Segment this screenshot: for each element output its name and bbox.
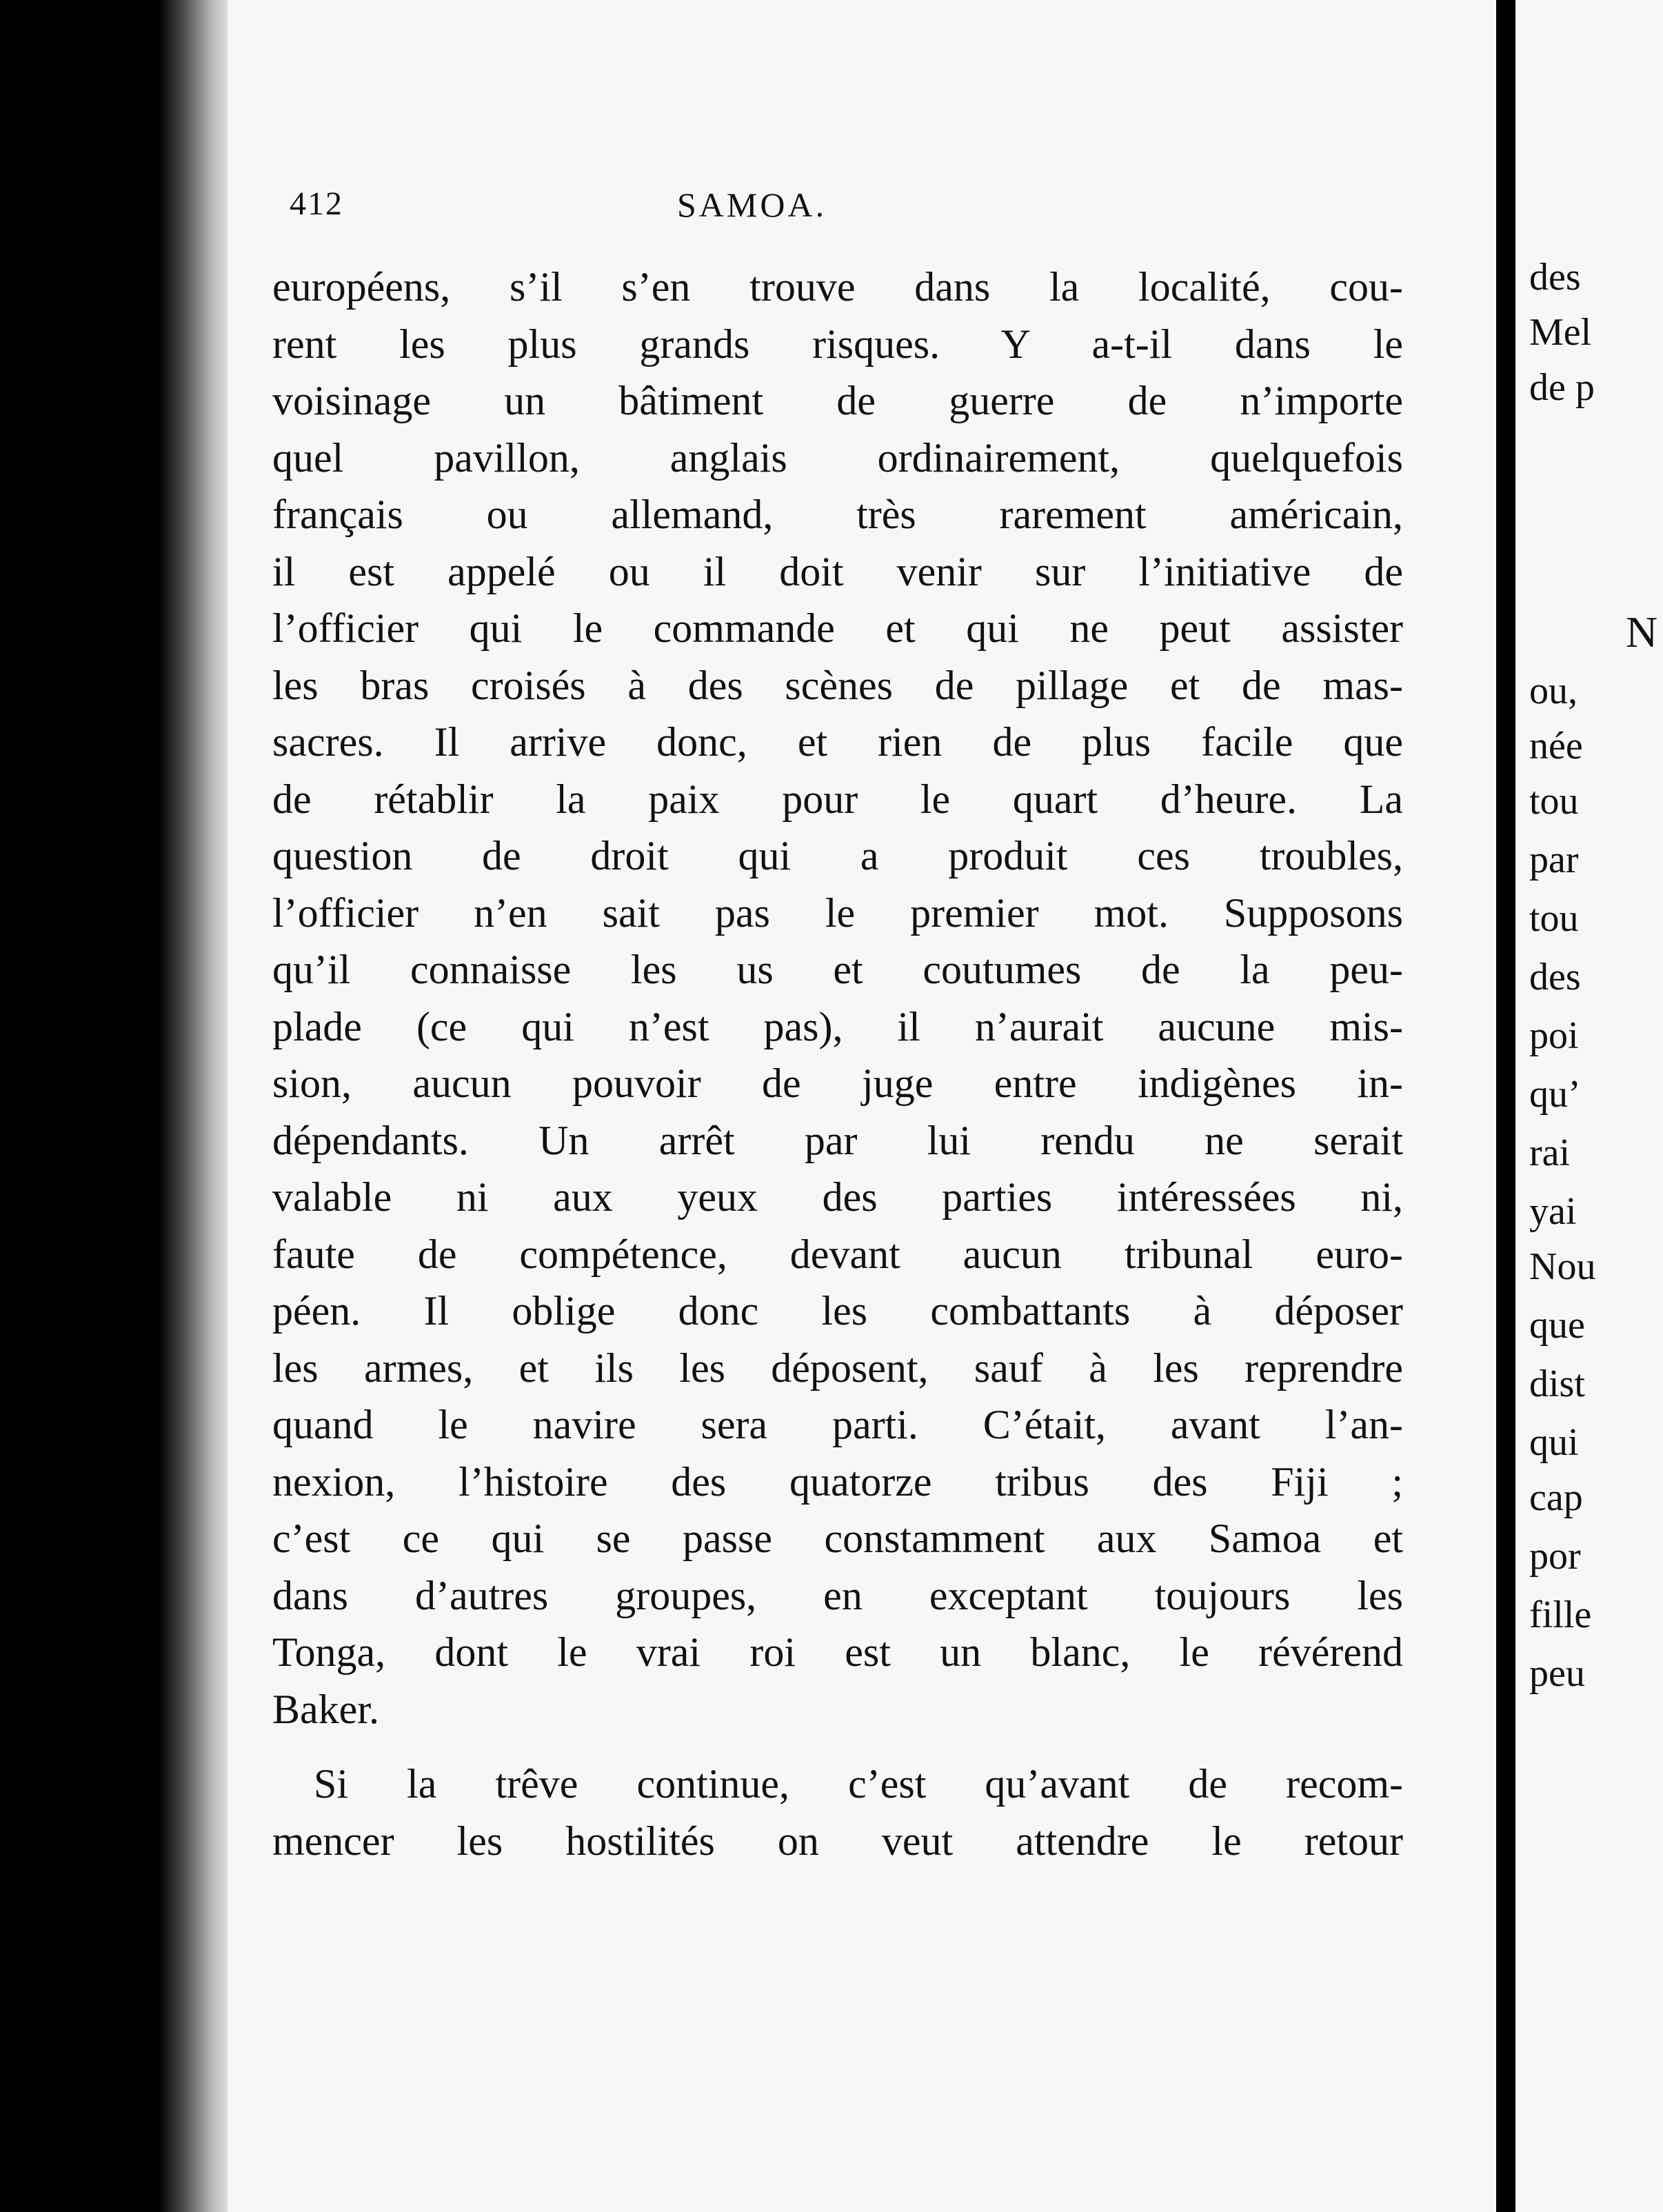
facing-text-fragment: dist bbox=[1529, 1363, 1585, 1405]
text-line: les bras croisés à des scènes de pillage et de mas- bbox=[272, 662, 1403, 708]
text-line: c’est ce qui se passe constamment aux Samoa et bbox=[272, 1516, 1403, 1561]
paragraph-1 bbox=[272, 259, 1403, 1738]
text-line: quand le navire sera parti. C’était, avant l’an- bbox=[272, 1402, 1403, 1447]
facing-text-fragment: yai bbox=[1529, 1190, 1577, 1233]
text-line: plade (ce qui n’est pas), il n’aurait aucune mis- bbox=[272, 1003, 1403, 1049]
text-line: Baker. bbox=[272, 1686, 379, 1732]
text-line: français ou allemand, très rarement américain, bbox=[272, 492, 1403, 537]
facing-text-fragment: par bbox=[1529, 838, 1579, 881]
facing-text-fragment: tou bbox=[1529, 897, 1579, 940]
text-line: européens, s’il s’en trouve dans la localité, cou- bbox=[272, 264, 1403, 310]
book-binding-shadow bbox=[0, 0, 228, 2212]
text-line: sacres. Il arrive donc, et rien de plus facile que bbox=[272, 719, 1403, 765]
text-line: Si la trêve continue, c’est qu’avant de recom- bbox=[314, 1761, 1403, 1807]
text-line: qu’il connaisse les us et coutumes de la peu- bbox=[272, 947, 1403, 992]
facing-text-fragment: por bbox=[1529, 1535, 1581, 1578]
facing-text-fragment: Nou bbox=[1529, 1245, 1596, 1288]
text-line: voisinage un bâtiment de guerre de n’importe bbox=[272, 378, 1403, 423]
text-line: Tonga, dont le vrai roi est un blanc, le révérend bbox=[272, 1629, 1403, 1675]
body-text bbox=[272, 259, 1403, 1869]
paragraph-2 bbox=[272, 1756, 1403, 1869]
facing-text-fragment: Mel bbox=[1529, 311, 1592, 354]
facing-page bbox=[1515, 0, 1663, 2212]
facing-text-fragment: des bbox=[1529, 956, 1581, 998]
facing-text-fragment: que bbox=[1529, 1304, 1585, 1347]
facing-text-fragment: poi bbox=[1529, 1014, 1579, 1057]
text-line: question de droit qui a produit ces troubles, bbox=[272, 833, 1403, 878]
text-line: dans d’autres groupes, en exceptant toujours les bbox=[272, 1572, 1403, 1618]
facing-text-fragment: qui bbox=[1529, 1421, 1579, 1464]
text-line: quel pavillon, anglais ordinairement, quelquefois bbox=[272, 434, 1403, 481]
text-line: mencer les hostilités on veut attendre le retour bbox=[272, 1818, 1403, 1864]
facing-text-fragment: cap bbox=[1529, 1476, 1583, 1519]
facing-text-fragment: née bbox=[1529, 725, 1583, 767]
text-line: les armes, et ils les déposent, sauf à les reprendre bbox=[272, 1345, 1403, 1391]
facing-text-fragment: N bbox=[1626, 607, 1658, 656]
text-line: nexion, l’histoire des quatorze tribus des Fiji ; bbox=[272, 1458, 1403, 1505]
text-line: péen. Il oblige donc les combattants à déposer bbox=[272, 1288, 1403, 1334]
text-line: faute de compétence, devant aucun tribunal euro- bbox=[272, 1231, 1403, 1277]
facing-text-fragment: tou bbox=[1529, 780, 1579, 823]
page-gutter bbox=[1496, 0, 1515, 2212]
text-line: de rétablir la paix pour le quart d’heure. La bbox=[272, 776, 1403, 822]
text-line: l’officier qui le commande et qui ne peut assister bbox=[272, 605, 1403, 651]
running-head bbox=[0, 185, 1663, 233]
text-line: valable ni aux yeux des parties intéressées ni, bbox=[272, 1174, 1403, 1220]
facing-text-fragment: des bbox=[1529, 256, 1581, 299]
text-line: sion, aucun pouvoir de juge entre indigènes in- bbox=[272, 1060, 1403, 1106]
text-line: rent les plus grands risques. Y a-t-il dans le bbox=[272, 321, 1403, 367]
facing-text-fragment: qu’ bbox=[1529, 1073, 1581, 1116]
text-line: il est appelé ou il doit venir sur l’initiative de bbox=[272, 548, 1403, 594]
facing-text-fragment: de p bbox=[1529, 366, 1595, 409]
facing-text-fragment: rai bbox=[1529, 1132, 1571, 1174]
facing-text-fragment: peu bbox=[1529, 1652, 1585, 1695]
text-line: l’officier n’en sait pas le premier mot. Supposons bbox=[272, 889, 1403, 936]
text-line: dépendants. Un arrêt par lui rendu ne serait bbox=[272, 1117, 1403, 1163]
facing-text-fragment: fille bbox=[1529, 1593, 1592, 1636]
page-number: 412 bbox=[290, 185, 343, 222]
facing-text-fragment: ou, bbox=[1529, 670, 1578, 712]
running-title: SAMOA. bbox=[677, 185, 827, 224]
